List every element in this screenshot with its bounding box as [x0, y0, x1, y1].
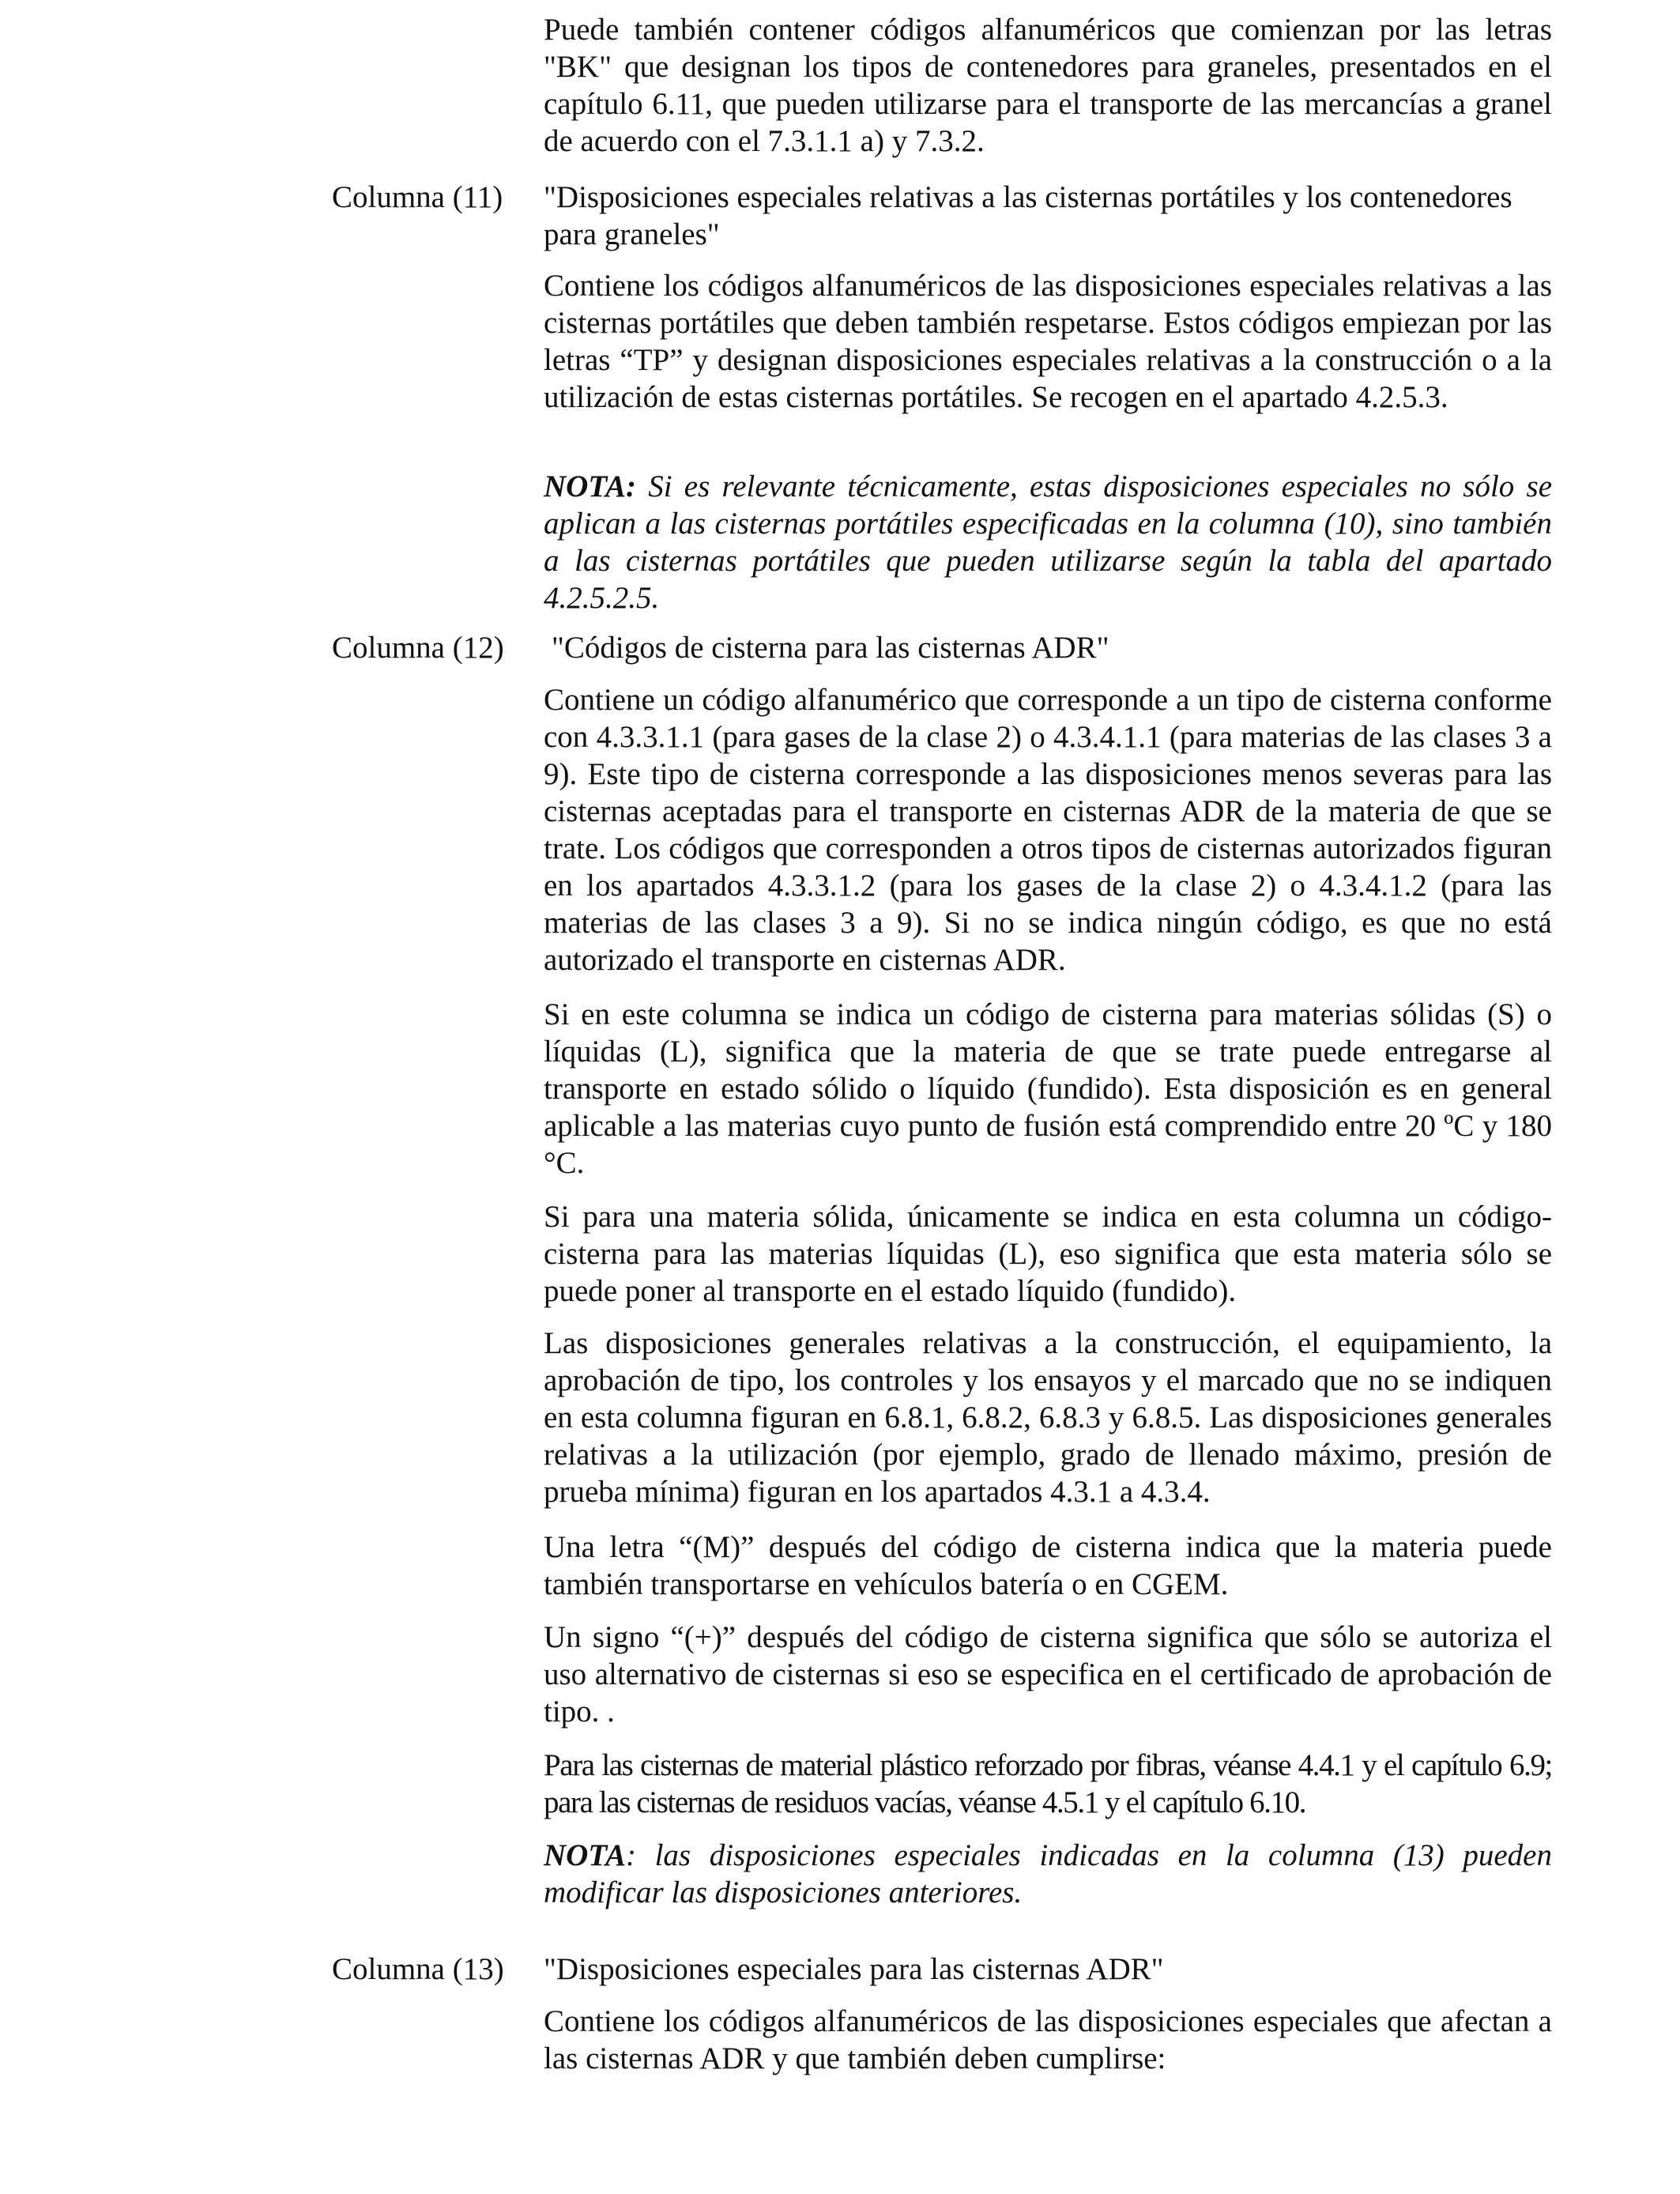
- column-11-note-label: NOTA:: [544, 469, 636, 503]
- column-13-label: Columna (13): [332, 1952, 504, 1986]
- column-12-label: Columna (12): [332, 631, 504, 665]
- column-13-title: "Disposiciones especiales para las cisternas ADR": [544, 1952, 1164, 1986]
- column-12-title: "Códigos de cisterna para las cisternas ADR": [552, 631, 1109, 665]
- column-11-note: [544, 468, 1552, 616]
- column-12-paragraph-1: Contiene un código alfanumérico que corresponde a un tipo de cisterna conforme con 4.3.3.1.1 (para gases de la clase 2) o 4.3.4.1.1 (para materias de las clases 3 a 9). Este tipo de cisterna corresponde a las disposiciones menos severas para las cisternas aceptadas para el transporte en cisternas ADR de la materia de que se trate. Los códigos que corresponden a otros tipos de cisternas autorizados figuran en los apartados 4.3.3.1.2 (para los gases de la clase 2) o 4.3.4.1.2 (para las materias de las clases 3 a 9). Si no se indica ningún código, es que no está autorizado el transporte en cisternas ADR.: [544, 683, 1552, 977]
- column-12-note-text: : las disposiciones especiales indicadas en la columna (13) pueden modificar las disposiciones anteriores.: [544, 1838, 1552, 1909]
- column-12-paragraph-2: Si en este columna se indica un código de cisterna para materias sólidas (S) o líquidas (L), significa que la materia de que se trate puede entregarse al transporte en estado sólido o líquido (fundido). Esta disposición es en general aplicable a las materias cuyo punto de fusión está comprendido entre 20 ºC y 180 °C.: [544, 997, 1552, 1180]
- column-12-paragraph-5: Una letra “(M)” después del código de cisterna indica que la materia puede también transportarse en vehículos batería o en CGEM.: [544, 1530, 1552, 1601]
- column-12-note-label: NOTA: [544, 1838, 627, 1872]
- intro-paragraph: Puede también contener códigos alfanuméricos que comienzan por las letras "BK" que designan los tipos de contenedores para graneles, presentados en el capítulo 6.11, que pueden utilizarse para el transporte de las mercancías a granel de acuerdo con el 7.3.1.1 a) y 7.3.2.: [544, 13, 1552, 158]
- column-12-paragraph-3: Si para una materia sólida, únicamente se indica en esta columna un código-cisterna para las materias líquidas (L), eso significa que esta materia sólo se puede poner al transporte en el estado líquido (fundido).: [544, 1200, 1552, 1308]
- column-12-note: [544, 1837, 1552, 1911]
- column-11-title: "Disposiciones especiales relativas a las cisternas portátiles y los contenedores para graneles": [544, 180, 1512, 251]
- column-11-paragraph-1: Contiene los códigos alfanuméricos de las disposiciones especiales relativas a las cisternas portátiles que deben también respetarse. Estos códigos empiezan por las letras “TP” y designan disposiciones especiales relativas a la construcción o a la utilización de estas cisternas portátiles. Se recogen en el apartado 4.2.5.3.: [544, 269, 1552, 414]
- column-12-paragraph-6: Un signo “(+)” después del código de cisterna significa que sólo se autoriza el uso alternativo de cisternas si eso se especifica en el certificado de aprobación de tipo. .: [544, 1620, 1552, 1728]
- column-12-paragraph-4: Las disposiciones generales relativas a la construcción, el equipamiento, la aprobación de tipo, los controles y los ensayos y el marcado que no se indiquen en esta columna figuran en 6.8.1, 6.8.2, 6.8.3 y 6.8.5. Las disposiciones generales relativas a la utilización (por ejemplo, grado de llenado máximo, presión de prueba mínima) figuran en los apartados 4.3.1 a 4.3.4.: [544, 1326, 1552, 1509]
- column-11-label: Columna (11): [332, 180, 503, 214]
- column-12-paragraph-7: Para las cisternas de material plástico reforzado por fibras, véanse 4.4.1 y el capítulo 6.9; para las cisternas de residuos vacías, véanse 4.5.1 y el capítulo 6.10.: [544, 1748, 1552, 1819]
- column-11-note-text: Si es relevante técnicamente, estas disposiciones especiales no sólo se aplican a las cisternas portátiles especificadas en la columna (10), sino también a las cisternas portátiles que pueden utilizarse según la tabla del apartado 4.2.5.2.5.: [544, 469, 1552, 615]
- column-13-paragraph-1: Contiene los códigos alfanuméricos de las disposiciones especiales que afectan a las cisternas ADR y que también deben cumplirse:: [544, 2004, 1552, 2075]
